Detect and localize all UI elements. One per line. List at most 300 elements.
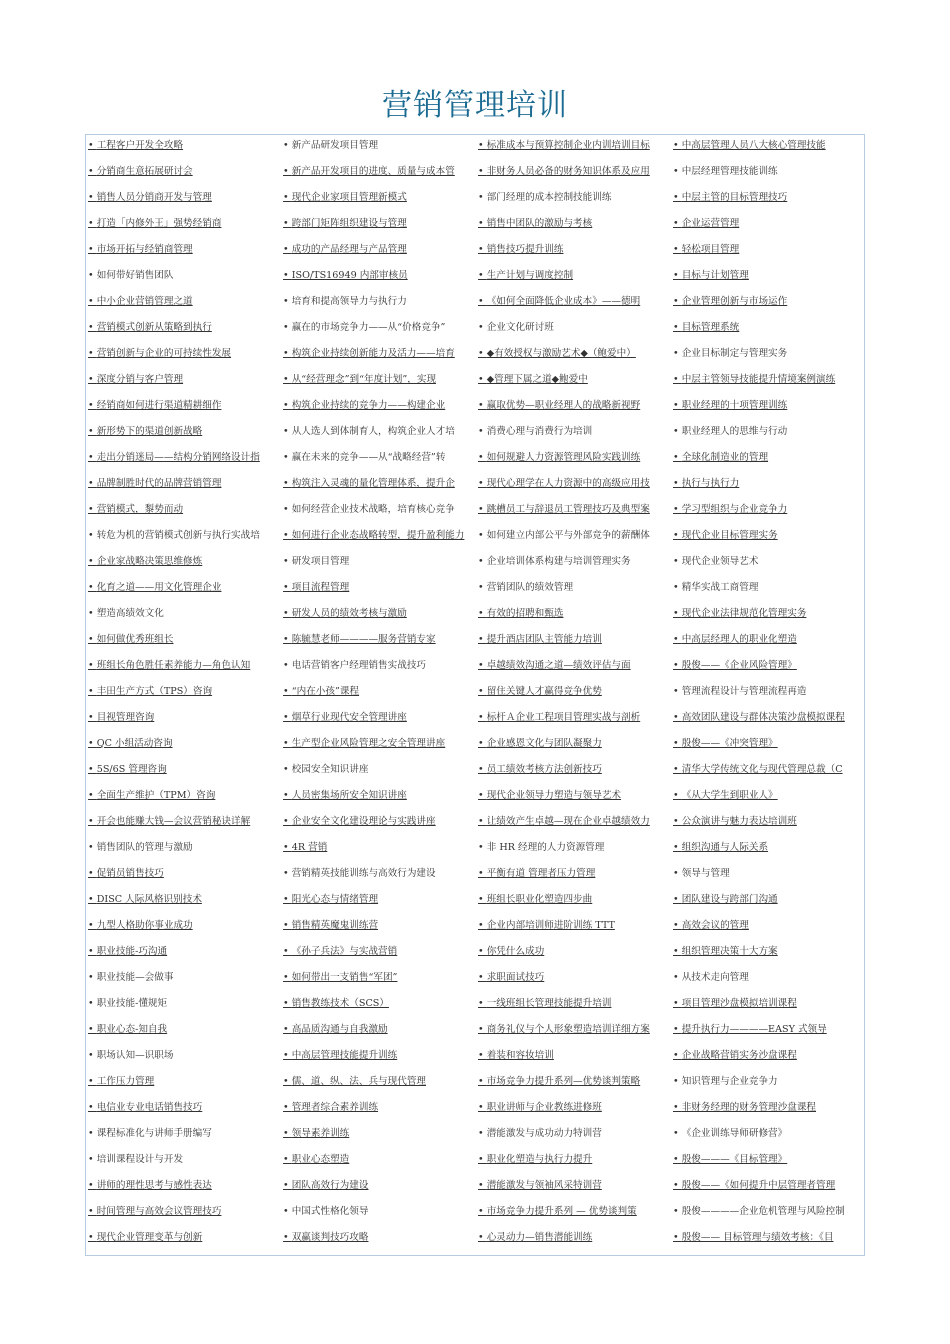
- course-link[interactable]: [283, 712, 407, 723]
- course-link[interactable]: [673, 920, 749, 931]
- course-cell[interactable]: [476, 915, 669, 941]
- course-link[interactable]: [88, 712, 154, 723]
- course-cell[interactable]: [281, 681, 474, 707]
- course-cell[interactable]: [86, 421, 279, 447]
- course-link[interactable]: [478, 764, 602, 775]
- course-cell[interactable]: [476, 1149, 669, 1175]
- course-link[interactable]: [478, 634, 602, 645]
- course-link[interactable]: [88, 660, 250, 671]
- course-link[interactable]: [673, 530, 778, 541]
- course-link[interactable]: [478, 790, 621, 801]
- course-cell[interactable]: [476, 629, 669, 655]
- course-link[interactable]: [88, 244, 193, 255]
- course-link[interactable]: [478, 608, 563, 619]
- course-cell[interactable]: [281, 525, 474, 551]
- course-link[interactable]: [283, 920, 378, 931]
- bullet-icon: •: [673, 374, 682, 385]
- course-cell[interactable]: [476, 213, 669, 239]
- course-link[interactable]: [88, 504, 183, 515]
- course-cell[interactable]: [281, 265, 474, 291]
- course-cell[interactable]: [86, 499, 279, 525]
- course-link[interactable]: [283, 842, 327, 853]
- course-label: 知识管理与企业竞争力: [681, 1076, 778, 1087]
- course-cell[interactable]: [671, 733, 864, 759]
- course-cell[interactable]: [476, 941, 669, 967]
- course-link[interactable]: [673, 1024, 827, 1035]
- course-link-text: 中层主管领导技能提升情境案例演练: [681, 374, 836, 385]
- course-link[interactable]: [673, 894, 778, 905]
- course-link[interactable]: [283, 374, 436, 385]
- course-link-text: 职业心态-知自我: [96, 1024, 168, 1035]
- course-cell[interactable]: [476, 239, 669, 265]
- course-cell[interactable]: [476, 707, 669, 733]
- bullet-icon: •: [283, 322, 292, 333]
- course-link[interactable]: [673, 1102, 816, 1113]
- course-cell[interactable]: [281, 1019, 474, 1045]
- course-cell[interactable]: [671, 187, 864, 213]
- course-cell[interactable]: [671, 603, 864, 629]
- course-cell[interactable]: [86, 343, 279, 369]
- course-link[interactable]: [673, 1180, 835, 1191]
- course-cell[interactable]: [281, 993, 474, 1019]
- course-link[interactable]: [88, 1180, 212, 1191]
- course-cell[interactable]: [476, 681, 669, 707]
- course-link-text: 职业化塑造与执行力提升: [486, 1154, 593, 1165]
- course-link-text: 企业内部培训师进阶训练 TTT: [486, 920, 615, 931]
- course-link[interactable]: [88, 946, 167, 957]
- course-cell[interactable]: [671, 759, 864, 785]
- course-cell[interactable]: [476, 447, 669, 473]
- course-link[interactable]: [283, 1154, 349, 1165]
- course-link[interactable]: [478, 972, 544, 983]
- bullet-icon: •: [478, 1206, 487, 1217]
- course-link[interactable]: [673, 140, 826, 151]
- course-cell: [671, 863, 864, 889]
- course-cell[interactable]: [86, 1227, 279, 1253]
- course-link[interactable]: [673, 634, 797, 645]
- course-link[interactable]: [88, 1076, 154, 1087]
- course-cell[interactable]: [671, 1175, 864, 1201]
- course-link-text: 学习型组织与企业竞争力: [681, 504, 788, 515]
- bullet-icon: •: [283, 556, 292, 567]
- course-cell[interactable]: [86, 655, 279, 681]
- course-link[interactable]: [88, 192, 212, 203]
- course-cell[interactable]: [86, 1201, 279, 1227]
- bullet-icon: •: [673, 478, 682, 489]
- course-cell[interactable]: [86, 863, 279, 889]
- course-link[interactable]: [88, 426, 202, 437]
- course-link[interactable]: [673, 218, 739, 229]
- course-cell[interactable]: [671, 941, 864, 967]
- course-cell[interactable]: [476, 993, 669, 1019]
- course-cell[interactable]: [86, 213, 279, 239]
- course-cell[interactable]: [281, 1227, 474, 1253]
- course-link[interactable]: [673, 192, 787, 203]
- course-link[interactable]: [478, 140, 650, 151]
- course-cell[interactable]: [476, 1045, 669, 1071]
- course-cell[interactable]: [281, 629, 474, 655]
- course-cell[interactable]: [86, 681, 279, 707]
- course-cell[interactable]: [86, 759, 279, 785]
- course-link[interactable]: [283, 972, 397, 983]
- course-cell[interactable]: [671, 239, 864, 265]
- course-cell[interactable]: [281, 395, 474, 421]
- course-cell[interactable]: [281, 1097, 474, 1123]
- course-link[interactable]: [88, 894, 202, 905]
- course-link[interactable]: [283, 1232, 368, 1243]
- course-cell[interactable]: [476, 499, 669, 525]
- course-cell[interactable]: [476, 369, 669, 395]
- course-cell[interactable]: [86, 629, 279, 655]
- bullet-icon: •: [673, 1050, 682, 1061]
- course-cell[interactable]: [671, 1227, 864, 1253]
- course-link[interactable]: [673, 296, 787, 307]
- course-cell[interactable]: [86, 239, 279, 265]
- course-link[interactable]: [673, 478, 739, 489]
- course-link[interactable]: [283, 1024, 388, 1035]
- course-cell[interactable]: [86, 369, 279, 395]
- course-cell[interactable]: [476, 395, 669, 421]
- course-link[interactable]: [673, 452, 768, 463]
- course-link[interactable]: [88, 790, 215, 801]
- course-link[interactable]: [478, 218, 592, 229]
- course-link[interactable]: [673, 1232, 833, 1243]
- course-cell[interactable]: [86, 1071, 279, 1097]
- course-link[interactable]: [478, 244, 563, 255]
- course-link[interactable]: [88, 1232, 202, 1243]
- course-link[interactable]: [283, 1102, 378, 1113]
- course-cell[interactable]: [476, 759, 669, 785]
- course-cell: [281, 421, 474, 447]
- course-cell[interactable]: [671, 525, 864, 551]
- course-link[interactable]: [88, 816, 250, 827]
- course-cell[interactable]: [281, 603, 474, 629]
- course-cell[interactable]: [671, 837, 864, 863]
- course-cell[interactable]: [86, 187, 279, 213]
- course-link[interactable]: [673, 608, 806, 619]
- course-cell[interactable]: [671, 785, 864, 811]
- course-link[interactable]: [673, 1050, 797, 1061]
- course-link[interactable]: [283, 348, 455, 359]
- course-link[interactable]: [88, 296, 193, 307]
- course-link[interactable]: [673, 764, 843, 775]
- course-link[interactable]: [478, 738, 602, 749]
- course-cell[interactable]: [476, 863, 669, 889]
- course-cell[interactable]: [476, 265, 669, 291]
- course-link-text: 构筑企业持续的竞争力——构建企业: [291, 400, 446, 411]
- course-link[interactable]: [478, 1154, 592, 1165]
- course-cell[interactable]: [86, 135, 279, 161]
- course-link[interactable]: [673, 322, 739, 333]
- course-cell[interactable]: [86, 291, 279, 317]
- course-link[interactable]: [88, 166, 193, 177]
- course-link[interactable]: [478, 894, 592, 905]
- course-link[interactable]: [88, 374, 183, 385]
- course-link[interactable]: [88, 920, 193, 931]
- course-link[interactable]: [88, 738, 173, 749]
- course-cell[interactable]: [476, 1227, 669, 1253]
- course-link[interactable]: [283, 1076, 426, 1087]
- course-link[interactable]: [673, 998, 797, 1009]
- course-cell[interactable]: [281, 239, 474, 265]
- course-link[interactable]: [673, 816, 797, 827]
- course-cell[interactable]: [671, 655, 864, 681]
- course-cell[interactable]: [281, 213, 474, 239]
- course-cell[interactable]: [671, 395, 864, 421]
- course-cell[interactable]: [281, 577, 474, 603]
- course-cell[interactable]: [281, 915, 474, 941]
- course-link[interactable]: [88, 400, 221, 411]
- course-link-text: 如何带出一支销售“军团”: [291, 972, 398, 983]
- course-cell[interactable]: [281, 1123, 474, 1149]
- course-link[interactable]: [478, 478, 650, 489]
- course-cell[interactable]: [476, 1201, 669, 1227]
- course-cell[interactable]: [281, 837, 474, 863]
- course-link-text: 中层主管的目标管理技巧: [681, 192, 788, 203]
- course-cell[interactable]: [671, 1149, 864, 1175]
- course-cell[interactable]: [86, 395, 279, 421]
- course-link-text: 卓越绩效沟通之道—绩效评估与面: [486, 660, 631, 671]
- course-cell[interactable]: [86, 889, 279, 915]
- course-link[interactable]: [673, 712, 845, 723]
- course-link[interactable]: [88, 348, 231, 359]
- course-link[interactable]: [283, 1180, 368, 1191]
- course-link-text: 打造「内修外王」强势经销商: [96, 218, 222, 229]
- course-link[interactable]: [88, 634, 173, 645]
- course-cell[interactable]: [86, 1175, 279, 1201]
- course-link[interactable]: [673, 738, 778, 749]
- course-cell[interactable]: [671, 1019, 864, 1045]
- course-link[interactable]: [673, 842, 768, 853]
- course-cell[interactable]: [86, 915, 279, 941]
- course-link[interactable]: [478, 296, 640, 307]
- course-cell[interactable]: [476, 811, 669, 837]
- course-link[interactable]: [283, 192, 407, 203]
- course-cell[interactable]: [671, 889, 864, 915]
- course-cell[interactable]: [86, 161, 279, 187]
- course-cell[interactable]: [671, 707, 864, 733]
- course-link[interactable]: [478, 1024, 650, 1035]
- course-cell[interactable]: [281, 187, 474, 213]
- course-cell[interactable]: [476, 785, 669, 811]
- course-cell[interactable]: [281, 785, 474, 811]
- course-link[interactable]: [478, 452, 640, 463]
- course-cell[interactable]: [476, 161, 669, 187]
- course-cell[interactable]: [281, 707, 474, 733]
- course-link[interactable]: [283, 634, 436, 645]
- bullet-icon: •: [283, 1154, 292, 1165]
- course-cell[interactable]: [86, 707, 279, 733]
- course-link[interactable]: [478, 270, 573, 281]
- course-link[interactable]: [88, 140, 183, 151]
- course-cell[interactable]: [671, 369, 864, 395]
- course-cell[interactable]: [86, 811, 279, 837]
- course-link[interactable]: [88, 582, 221, 593]
- course-link[interactable]: [88, 556, 202, 567]
- course-cell[interactable]: [281, 1149, 474, 1175]
- course-link[interactable]: [478, 1206, 637, 1217]
- course-link[interactable]: [478, 1180, 602, 1191]
- course-cell[interactable]: [476, 135, 669, 161]
- course-link[interactable]: [673, 400, 787, 411]
- course-link[interactable]: [283, 530, 464, 541]
- course-link[interactable]: [478, 400, 640, 411]
- course-link[interactable]: [478, 166, 650, 177]
- course-link[interactable]: [283, 270, 408, 281]
- bullet-icon: •: [283, 738, 292, 749]
- course-cell[interactable]: [86, 317, 279, 343]
- course-cell[interactable]: [671, 447, 864, 473]
- course-cell[interactable]: [86, 733, 279, 759]
- course-cell[interactable]: [476, 291, 669, 317]
- course-cell[interactable]: [476, 473, 669, 499]
- course-link-text: 现代企业目标管理实务: [681, 530, 778, 541]
- course-cell[interactable]: [281, 889, 474, 915]
- course-link[interactable]: [478, 998, 611, 1009]
- course-link[interactable]: [478, 660, 631, 671]
- course-link[interactable]: [283, 1128, 349, 1139]
- course-cell[interactable]: [86, 447, 279, 473]
- course-cell[interactable]: [281, 1071, 474, 1097]
- course-cell[interactable]: [281, 369, 474, 395]
- course-link[interactable]: [283, 790, 407, 801]
- course-cell[interactable]: [671, 811, 864, 837]
- course-link[interactable]: [673, 946, 778, 957]
- course-cell: [86, 1045, 279, 1071]
- course-link[interactable]: [283, 244, 407, 255]
- bullet-icon: •: [283, 894, 292, 905]
- course-cell[interactable]: [281, 1175, 474, 1201]
- course-link[interactable]: [283, 998, 389, 1009]
- course-link[interactable]: [88, 1024, 167, 1035]
- course-cell[interactable]: [476, 603, 669, 629]
- course-link[interactable]: [478, 348, 636, 359]
- course-link[interactable]: [88, 322, 212, 333]
- course-link[interactable]: [88, 1102, 202, 1113]
- course-link[interactable]: [673, 270, 749, 281]
- course-link[interactable]: [478, 686, 602, 697]
- course-link[interactable]: [478, 946, 544, 957]
- course-link[interactable]: [88, 218, 221, 229]
- course-cell[interactable]: [476, 343, 669, 369]
- course-link[interactable]: [673, 504, 787, 515]
- course-link[interactable]: [283, 946, 397, 957]
- bullet-icon: •: [88, 1024, 97, 1035]
- course-cell[interactable]: [86, 551, 279, 577]
- course-label: 职业经理人的思维与行动: [681, 426, 788, 437]
- course-link[interactable]: [673, 374, 835, 385]
- course-link[interactable]: [673, 244, 739, 255]
- course-link[interactable]: [283, 218, 407, 229]
- course-cell[interactable]: [671, 317, 864, 343]
- course-cell[interactable]: [281, 473, 474, 499]
- course-cell[interactable]: [476, 1071, 669, 1097]
- course-cell[interactable]: [86, 473, 279, 499]
- course-cell[interactable]: [281, 967, 474, 993]
- course-cell[interactable]: [671, 1045, 864, 1071]
- course-link[interactable]: [283, 738, 445, 749]
- course-link[interactable]: [88, 452, 260, 463]
- course-link[interactable]: [478, 374, 588, 385]
- course-link[interactable]: [88, 764, 167, 775]
- course-cell[interactable]: [86, 785, 279, 811]
- course-cell[interactable]: [86, 941, 279, 967]
- course-cell[interactable]: [281, 161, 474, 187]
- course-link[interactable]: [88, 686, 212, 697]
- course-cell[interactable]: [281, 811, 474, 837]
- course-link[interactable]: [673, 790, 778, 801]
- course-cell[interactable]: [476, 1019, 669, 1045]
- course-cell[interactable]: [671, 265, 864, 291]
- course-link[interactable]: [283, 686, 359, 697]
- course-cell[interactable]: [671, 915, 864, 941]
- course-link[interactable]: [478, 1232, 592, 1243]
- course-cell[interactable]: [476, 733, 669, 759]
- bullet-icon: •: [673, 244, 682, 255]
- course-link[interactable]: [283, 608, 407, 619]
- course-cell[interactable]: [671, 291, 864, 317]
- course-cell[interactable]: [281, 941, 474, 967]
- course-cell[interactable]: [86, 577, 279, 603]
- course-link[interactable]: [478, 1050, 554, 1061]
- bullet-icon: •: [478, 686, 487, 697]
- course-link[interactable]: [283, 816, 436, 827]
- course-link[interactable]: [478, 920, 615, 931]
- course-label: 新产品研发项目管理: [291, 140, 379, 151]
- course-cell[interactable]: [476, 889, 669, 915]
- course-cell[interactable]: [476, 1175, 669, 1201]
- course-cell[interactable]: [476, 1097, 669, 1123]
- course-link[interactable]: [478, 712, 640, 723]
- course-link-text: 现代企业领导力塑造与领导艺术: [486, 790, 622, 801]
- course-cell[interactable]: [281, 343, 474, 369]
- course-label: 消费心理与消费行为培训: [486, 426, 593, 437]
- course-cell[interactable]: [671, 1097, 864, 1123]
- course-link-text: 中小企业营销管理之道: [96, 296, 193, 307]
- course-cell[interactable]: [86, 1019, 279, 1045]
- course-link[interactable]: [283, 894, 378, 905]
- course-cell[interactable]: [671, 993, 864, 1019]
- course-link[interactable]: [283, 582, 349, 593]
- course-link[interactable]: [283, 166, 455, 177]
- course-link-text: DISC 人际风格识别技术: [96, 894, 202, 905]
- course-cell[interactable]: [476, 655, 669, 681]
- course-cell[interactable]: [281, 1045, 474, 1071]
- course-link[interactable]: [478, 816, 650, 827]
- course-cell[interactable]: [671, 135, 864, 161]
- course-link[interactable]: [283, 1050, 397, 1061]
- course-cell[interactable]: [86, 1097, 279, 1123]
- course-link[interactable]: [88, 478, 221, 489]
- course-cell[interactable]: [671, 213, 864, 239]
- course-cell[interactable]: [671, 473, 864, 499]
- bullet-icon: •: [673, 712, 682, 723]
- course-cell[interactable]: [671, 629, 864, 655]
- course-link[interactable]: [478, 504, 650, 515]
- course-cell[interactable]: [671, 499, 864, 525]
- course-link[interactable]: [478, 868, 595, 879]
- course-link[interactable]: [88, 1206, 221, 1217]
- course-link[interactable]: [673, 660, 797, 671]
- course-link[interactable]: [88, 868, 164, 879]
- course-link[interactable]: [283, 478, 455, 489]
- course-link[interactable]: [283, 400, 445, 411]
- course-link[interactable]: [478, 1102, 602, 1113]
- course-cell[interactable]: [476, 967, 669, 993]
- course-link[interactable]: [673, 1154, 787, 1165]
- course-link[interactable]: [478, 1076, 640, 1087]
- course-cell[interactable]: [281, 733, 474, 759]
